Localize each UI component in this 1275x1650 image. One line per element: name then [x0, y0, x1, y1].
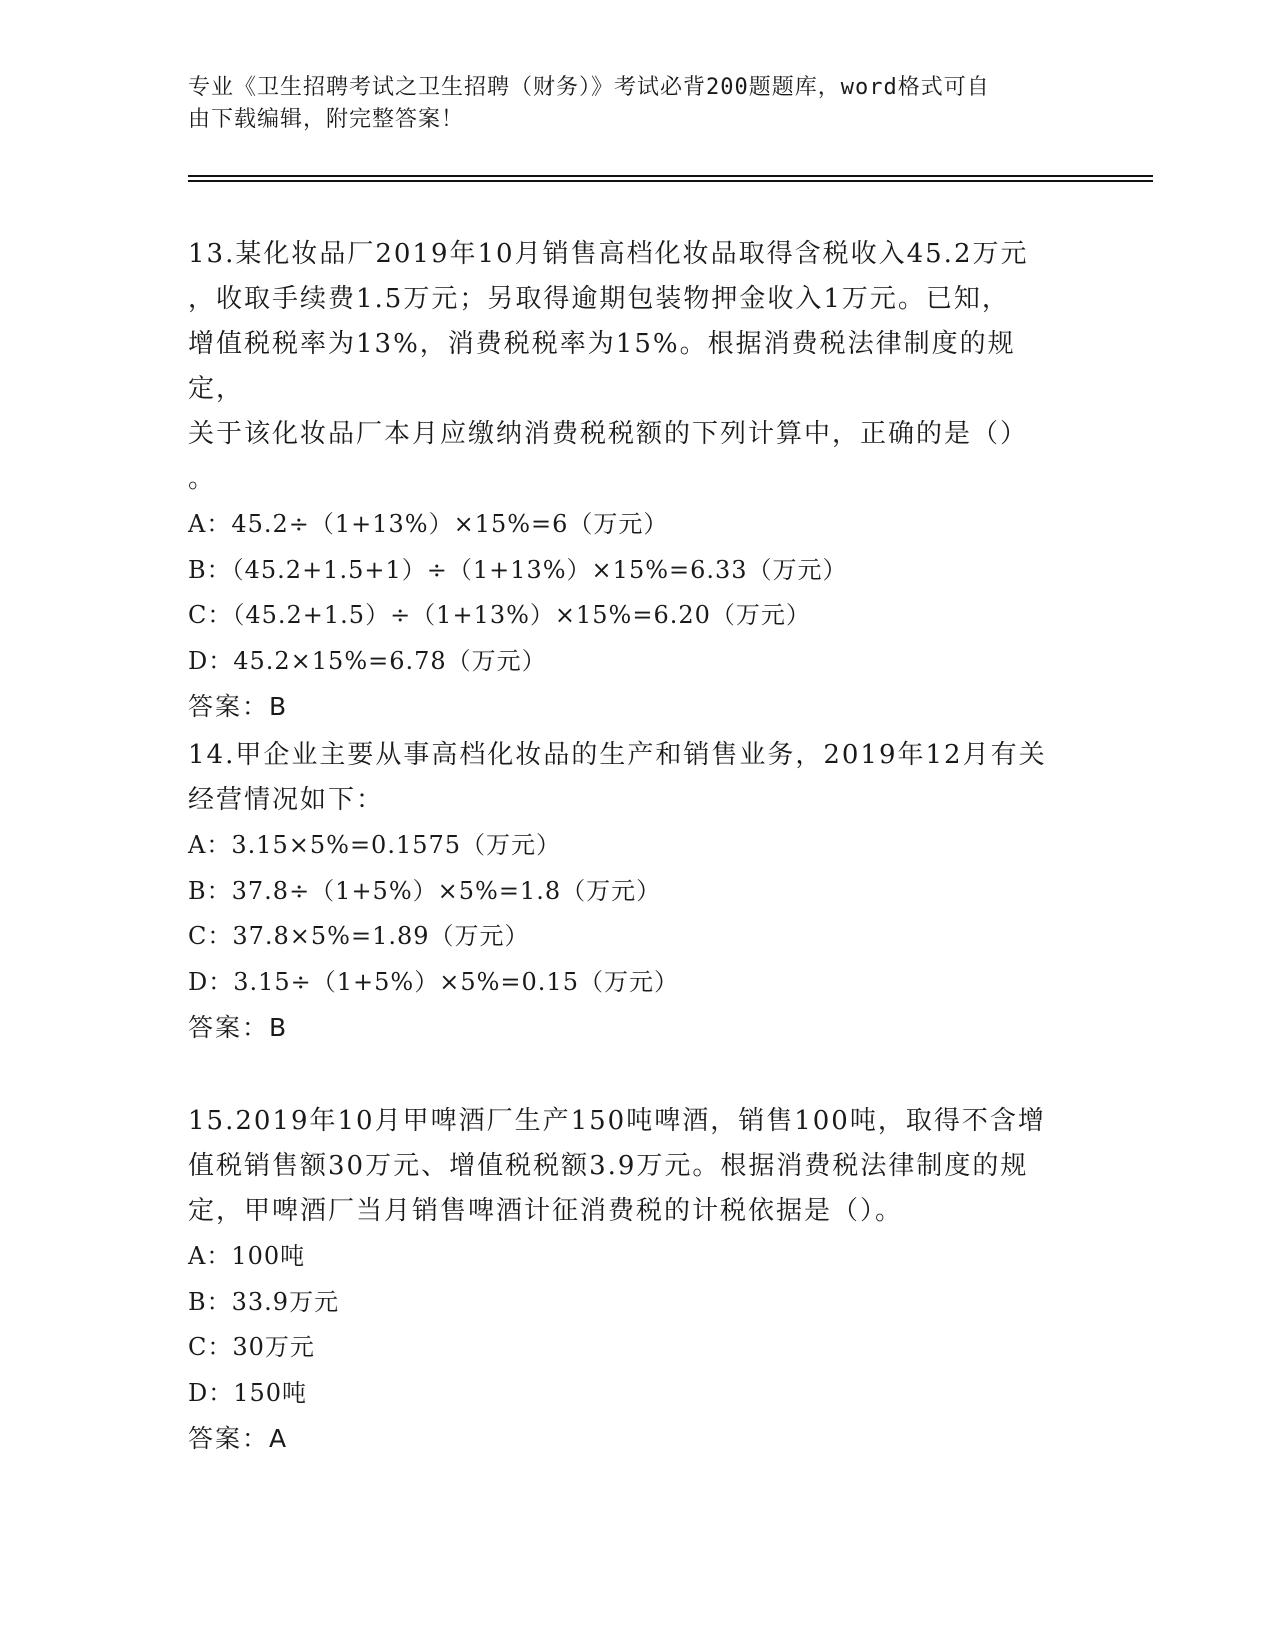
- option-b: B：（45.2+1.5+1）÷（1+13%）×15%=6.33（万元）: [188, 555, 848, 584]
- option-b: B：33.9万元: [188, 1287, 340, 1316]
- question-stem-line: 值税销售额30万元、增值税税额3.9万元。根据消费税法律制度的规: [188, 1151, 1029, 1181]
- option-d: D：150吨: [188, 1378, 308, 1407]
- option-d: D：3.15÷（1+5%）×5%=0.15（万元）: [188, 967, 679, 996]
- question-stem-line: 14.甲企业主要从事高档化妆品的生产和销售业务，2019年12月有关: [188, 740, 1047, 770]
- question-stem-line: 13.某化妆品厂2019年10月销售高档化妆品取得含税收入45.2万元: [188, 239, 1029, 269]
- question-stem-line: 定，甲啤酒厂当月销售啤酒计征消费税的计税依据是（）。: [188, 1196, 904, 1226]
- option-d: D：45.2×15%=6.78（万元）: [188, 646, 547, 675]
- question-13: [188, 232, 1068, 729]
- question-15: [188, 1099, 1068, 1461]
- header-line: 由下载编辑，附完整答案！: [188, 107, 465, 132]
- question-stem-line: ，收取手续费1.5万元；另取得逾期包装物押金收入1万元。已知，: [188, 284, 1010, 314]
- question-stem-line: 关于该化妆品厂本月应缴纳消费税税额的下列计算中，正确的是（）: [188, 419, 1029, 449]
- question-14: [188, 733, 1068, 1050]
- answer-label: 答案：B: [188, 1013, 289, 1042]
- option-a: A：3.15×5%=0.1575（万元）: [188, 831, 562, 859]
- question-stem-line: 经营情况如下：: [188, 785, 385, 815]
- header-line: 专业《卫生招聘考试之卫生招聘（财务）》考试必背200题题库，word格式可自: [188, 75, 990, 100]
- option-c: C：37.8×5%=1.89（万元）: [188, 922, 530, 950]
- option-c: C：（45.2+1.5）÷（1+13%）×15%=6.20（万元）: [188, 601, 811, 629]
- question-stem-line: 15.2019年10月甲啤酒厂生产150吨啤酒，销售100吨，取得不含增: [188, 1106, 1046, 1136]
- header-divider: [188, 180, 1153, 182]
- option-b: B：37.8÷（1+5%）×5%=1.8（万元）: [188, 876, 662, 905]
- option-c: C：30万元: [188, 1333, 315, 1361]
- answer-label: 答案：A: [188, 1424, 289, 1453]
- document-header: [188, 72, 1068, 136]
- option-a: A：45.2÷（1+13%）×15%=6（万元）: [188, 510, 669, 538]
- question-stem-line: 增值税税率为13%，消费税税率为15%。根据消费税法律制度的规定，: [188, 329, 1016, 404]
- header-divider: [188, 175, 1153, 177]
- option-a: A：100吨: [188, 1242, 306, 1270]
- question-stem-line: 。: [188, 464, 217, 494]
- answer-label: 答案：B: [188, 692, 289, 721]
